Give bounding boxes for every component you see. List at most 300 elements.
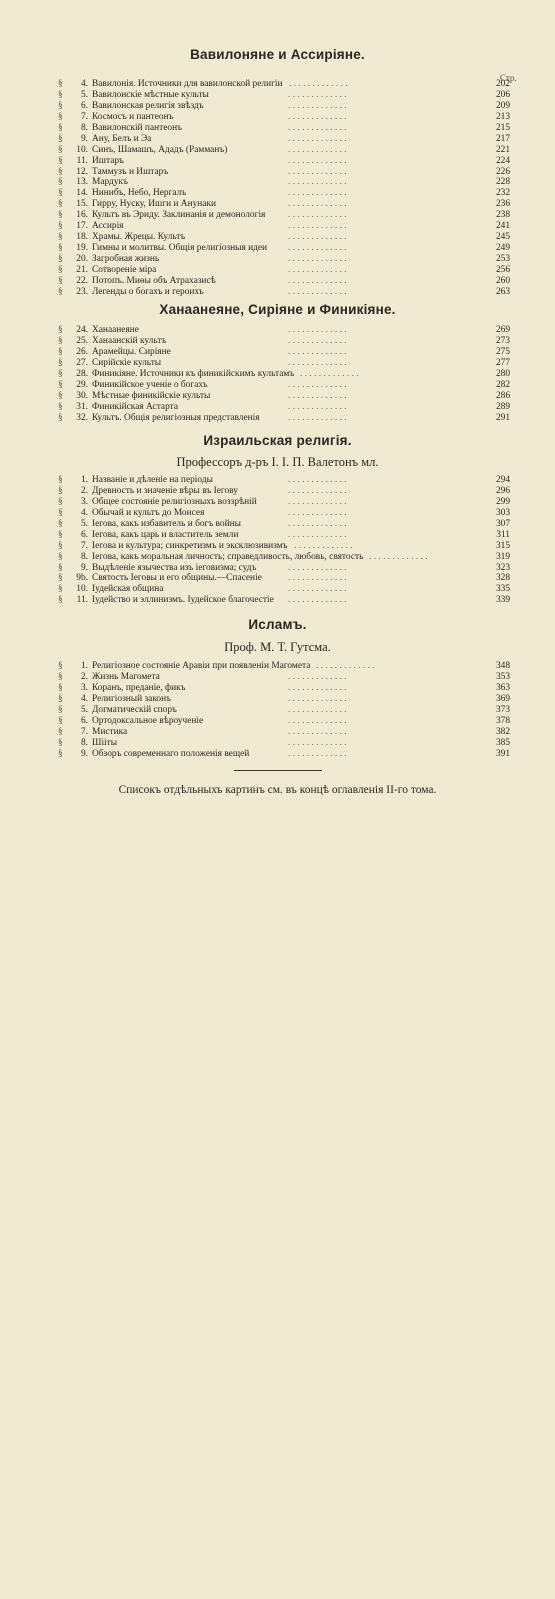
toc-entry-number: 9b.	[76, 573, 88, 584]
leader-dots: . . . . . . . . . . . . .	[288, 325, 347, 335]
toc-entry-page: 256	[495, 264, 510, 275]
toc-entry	[58, 486, 510, 497]
section-sign: §	[58, 221, 63, 232]
toc-entry-page: 315	[495, 540, 510, 551]
leader-dots: . . . . . . . . . . . . .	[288, 357, 347, 368]
toc-entry-title: Догматическій споръ	[92, 704, 177, 715]
section-sign: §	[58, 254, 63, 264]
toc-entry-number: 17.	[76, 221, 88, 232]
section-title: Вавилоняне и Ассиріяне.	[190, 47, 365, 62]
section-sign: §	[58, 177, 63, 188]
toc-entry	[58, 530, 510, 541]
toc-entry	[58, 287, 510, 298]
leader-dots: . . . . . . . . . . . . .	[289, 79, 348, 89]
toc-entry-page: 217	[495, 133, 510, 144]
toc-entry-page: 209	[495, 100, 510, 111]
section-sign: §	[58, 573, 63, 584]
toc-entry	[58, 519, 510, 530]
toc-entry	[58, 552, 510, 563]
toc-entry-title: Древность и значеніе вѣры въ Іегову	[92, 485, 238, 496]
toc-entry	[58, 391, 510, 402]
toc-entry	[58, 79, 510, 90]
toc-entry-title: Финикійская Астарта	[92, 401, 179, 412]
toc-entry-title: Названіе и дѣленіе на періоды	[92, 475, 213, 485]
toc-entry-number: 25.	[76, 335, 88, 346]
section-sign: §	[58, 346, 63, 357]
leader-dots: . . . . . . . . . . . . .	[288, 111, 347, 122]
leader-dots: . . . . . . . . . . . . .	[288, 264, 347, 275]
section-sign: §	[58, 390, 63, 401]
toc-entry-page: 275	[495, 346, 510, 357]
leader-dots: . . . . . . . . . . . . .	[288, 726, 347, 737]
toc-entry-title: Финикійское ученіе о богахъ	[92, 379, 208, 390]
toc-entry	[58, 508, 510, 519]
toc-entry-page: 282	[495, 379, 510, 390]
section-author: Профессоръ д-ръ І. І. П. Валетонъ мл.	[176, 455, 379, 469]
toc-entry	[58, 254, 510, 265]
leader-dots: . . . . . . . . . . . . .	[288, 671, 347, 682]
toc-entry-page: 236	[495, 199, 510, 210]
toc-entry-page: 249	[495, 243, 510, 254]
toc-entry-number: 5.	[80, 704, 88, 715]
toc-entry-title: Жизнь Магомета	[92, 671, 160, 682]
toc-entry	[58, 694, 510, 705]
toc-entry	[58, 541, 510, 552]
toc-entry-number: 28.	[76, 368, 88, 379]
page-column-header: Стр.	[500, 73, 517, 83]
toc-entry	[58, 177, 510, 188]
toc-entry-title: Мѣстные финикійскіе культы	[92, 390, 211, 401]
toc-entry-page: 263	[495, 286, 510, 297]
toc-entry	[58, 199, 510, 210]
toc-entry-number: 11.	[76, 595, 88, 606]
toc-entry-title: Синъ, Шамашъ, Ададъ (Рамманъ)	[92, 144, 228, 155]
toc-entry-page: 277	[495, 357, 510, 368]
toc-entry-number: 4.	[80, 79, 88, 89]
leader-dots: . . . . . . . . . . . . .	[288, 737, 347, 748]
toc-entry-number: 9.	[80, 133, 88, 144]
toc-entry	[58, 380, 510, 391]
toc-entry-page: 382	[495, 726, 510, 737]
toc-entry	[58, 243, 510, 254]
toc-entry-title: Вавилонія. Источники для вавилонской религіи	[92, 79, 283, 89]
section-sign: §	[58, 210, 63, 221]
leader-dots: . . . . . . . . . . . . .	[288, 507, 347, 518]
toc-entry-page: 363	[495, 682, 510, 693]
toc-entry	[58, 336, 510, 347]
toc-entry-page: 294	[495, 475, 510, 485]
toc-entry-title: Выдѣленіе язычества изъ іеговизма; судъ	[92, 562, 257, 573]
section-sign: §	[58, 584, 63, 595]
toc-entry-page: 206	[495, 89, 510, 100]
toc-entry-number: 7.	[80, 540, 88, 551]
toc-entry-page: 221	[495, 144, 510, 155]
toc-entry-number: 20.	[76, 254, 88, 264]
toc-entry-title: Обычай и культъ до Моисея	[92, 507, 205, 518]
leader-dots: . . . . . . . . . . . . .	[288, 221, 347, 232]
toc-entry-page: 291	[495, 412, 510, 423]
toc-entry	[58, 112, 510, 123]
toc-entry	[58, 265, 510, 276]
toc-entry	[58, 90, 510, 101]
toc-entry-page: 323	[495, 562, 510, 573]
toc-entry	[58, 156, 510, 167]
leader-dots: . . . . . . . . . . . . .	[288, 496, 347, 507]
toc-entry-number: 26.	[76, 346, 88, 357]
toc-entry-number: 7.	[80, 111, 88, 122]
toc-entry	[58, 683, 510, 694]
toc-entry-number: 9.	[80, 748, 88, 759]
leader-dots: . . . . . . . . . . . . .	[288, 715, 347, 726]
toc-entry	[58, 573, 510, 584]
toc-entry-number: 6.	[80, 100, 88, 111]
toc-entry-title: Таммузъ и Иштаръ	[92, 166, 169, 177]
section-sign: §	[58, 551, 63, 562]
section-sign: §	[58, 485, 63, 496]
toc-entry-page: 241	[495, 221, 510, 232]
toc-entry-number: 13.	[76, 177, 88, 188]
leader-dots: . . . . . . . . . . . . .	[316, 661, 375, 671]
toc-entry-title: Ханаанскій культъ	[92, 335, 167, 346]
leader-dots: . . . . . . . . . . . . .	[288, 122, 347, 133]
toc-entry-page: 369	[495, 693, 510, 704]
section-title: Ханаанеяне, Сиріяне и Финикіяне.	[159, 302, 396, 317]
section-title: Исламъ.	[248, 617, 307, 632]
leader-dots: . . . . . . . . . . . . .	[288, 379, 347, 390]
toc-entry	[58, 661, 510, 672]
toc-entry	[58, 369, 510, 380]
leader-dots: . . . . . . . . . . . . .	[288, 254, 347, 264]
toc-entry-page: 378	[495, 715, 510, 726]
toc-entry-title: Іегова, какъ моральная личность; справедливость, любовь, святость	[92, 551, 364, 562]
toc-entry-title: Іудейская община	[92, 584, 164, 595]
toc-entry	[58, 134, 510, 145]
toc-entry-number: 16.	[76, 210, 88, 221]
toc-entry	[58, 232, 510, 243]
toc-entry-title: Іегова и культура; синкретизмъ и эксклюзивизмъ	[92, 540, 288, 551]
section-sign: §	[58, 661, 63, 671]
leader-dots: . . . . . . . . . . . . .	[288, 595, 347, 606]
toc-entry-title: Обзоръ современнаго положенія вещей	[92, 748, 250, 759]
toc-entry-title: Гимны и молитвы. Общія религіозныя идеи	[92, 243, 268, 254]
leader-dots: . . . . . . . . . . . . .	[288, 100, 347, 111]
toc-entry-title: Общее состояніе религіозныхъ воззрѣній	[92, 496, 257, 507]
section-sign: §	[58, 379, 63, 390]
toc-entry-page: 238	[495, 210, 510, 221]
toc-entry-title: Мардукъ	[92, 177, 128, 188]
toc-entry-title: Иштаръ	[92, 155, 124, 166]
toc-entry-title: Святость Іеговы и его общины.—Спасеніе	[92, 573, 262, 584]
toc-entry	[58, 595, 510, 606]
footer-note: Списокъ отдѣльныхъ картинъ см. въ концѣ оглавленія II-го тома.	[118, 784, 437, 796]
toc-entry-title: Храмы. Жрецы. Культъ	[92, 232, 186, 243]
toc-entry-page: 373	[495, 704, 510, 715]
toc-entry-page: 303	[495, 507, 510, 518]
toc-entry-number: 24.	[76, 325, 88, 335]
toc-entry-number: 10.	[76, 144, 88, 155]
leader-dots: . . . . . . . . . . . . .	[288, 401, 347, 412]
section-sign: §	[58, 726, 63, 737]
leader-dots: . . . . . . . . . . . . .	[369, 551, 428, 562]
toc-entry-title: Культъ въ Эриду. Заклинанія и демонологія	[92, 210, 266, 221]
section-sign: §	[58, 412, 63, 423]
leader-dots: . . . . . . . . . . . . .	[300, 368, 359, 379]
toc-entry-number: 30.	[76, 390, 88, 401]
toc-entry-number: 4.	[80, 507, 88, 518]
toc-entry	[58, 325, 510, 336]
divider-rule	[234, 770, 322, 771]
toc-entry-page: 269	[495, 325, 510, 335]
toc-entry-page: 335	[495, 584, 510, 595]
toc-entry-number: 1.	[80, 661, 88, 671]
toc-list	[58, 325, 510, 423]
toc-entry-page: 385	[495, 737, 510, 748]
toc-entry	[58, 210, 510, 221]
toc-entry-number: 8.	[80, 737, 88, 748]
toc-entry-number: 4.	[80, 693, 88, 704]
leader-dots: . . . . . . . . . . . . .	[288, 704, 347, 715]
toc-entry-title: Религіозный законъ	[92, 693, 171, 704]
section-sign: §	[58, 166, 63, 177]
toc-list	[58, 475, 510, 606]
leader-dots: . . . . . . . . . . . . .	[288, 412, 347, 423]
section-sign: §	[58, 368, 63, 379]
section-sign: §	[58, 475, 63, 485]
toc-entry-title: Вавилонскіе мѣстные культы	[92, 89, 209, 100]
section-sign: §	[58, 79, 63, 89]
toc-entry-page: 280	[495, 368, 510, 379]
toc-entry-page: 224	[495, 155, 510, 166]
toc-entry	[58, 145, 510, 156]
leader-dots: . . . . . . . . . . . . .	[288, 475, 347, 485]
toc-entry	[58, 749, 510, 760]
toc-entry-title: Нинибъ, Небо, Нергалъ	[92, 188, 187, 199]
toc-entry-page: 289	[495, 401, 510, 412]
toc-list	[58, 661, 510, 759]
toc-entry-title: Вавилонскій пантеонъ	[92, 122, 182, 133]
toc-entry-number: 7.	[80, 726, 88, 737]
toc-entry	[58, 123, 510, 134]
toc-entry-title: Загробная жизнь	[92, 254, 160, 264]
toc-entry	[58, 705, 510, 716]
toc-entry-page: 353	[495, 671, 510, 682]
section-sign: §	[58, 401, 63, 412]
section-sign: §	[58, 737, 63, 748]
toc-entry-number: 3.	[80, 682, 88, 693]
toc-entry-page: 245	[495, 232, 510, 243]
leader-dots: . . . . . . . . . . . . .	[288, 390, 347, 401]
toc-entry-number: 8.	[80, 122, 88, 133]
toc-entry	[58, 347, 510, 358]
toc-entry-title: Ханаанеяне	[92, 325, 139, 335]
toc-entry-title: Ассирія	[92, 221, 124, 232]
leader-dots: . . . . . . . . . . . . .	[288, 335, 347, 346]
toc-entry-number: 21.	[76, 264, 88, 275]
leader-dots: . . . . . . . . . . . . .	[288, 562, 347, 573]
toc-entry-number: 2.	[80, 485, 88, 496]
toc-entry-number: 5.	[80, 518, 88, 529]
leader-dots: . . . . . . . . . . . . .	[288, 155, 347, 166]
toc-entry	[58, 413, 510, 424]
toc-entry-title: Космосъ и пантеонъ	[92, 111, 174, 122]
toc-entry	[58, 716, 510, 727]
toc-entry	[58, 475, 510, 486]
toc-entry	[58, 276, 510, 287]
leader-dots: . . . . . . . . . . . . .	[288, 133, 347, 144]
toc-entry-title: Гирру, Нуску, Ишги и Анунаки	[92, 199, 217, 210]
toc-entry-number: 23.	[76, 286, 88, 297]
toc-entry-number: 5.	[80, 89, 88, 100]
leader-dots: . . . . . . . . . . . . .	[288, 346, 347, 357]
leader-dots: . . . . . . . . . . . . .	[288, 584, 347, 595]
section-sign: §	[58, 133, 63, 144]
section-sign: §	[58, 275, 63, 286]
toc-entry-page: 348	[495, 661, 510, 671]
toc-entry-number: 10.	[76, 584, 88, 595]
toc-entry-page: 286	[495, 390, 510, 401]
toc-entry-page: 328	[495, 573, 510, 584]
toc-entry-page: 253	[495, 254, 510, 264]
toc-entry-title: Шііты	[92, 737, 118, 748]
toc-entry	[58, 738, 510, 749]
section-sign: §	[58, 122, 63, 133]
toc-entry-page: 215	[495, 122, 510, 133]
section-sign: §	[58, 243, 63, 254]
toc-entry-title: Ортодоксальное вѣроученіе	[92, 715, 204, 726]
section-sign: §	[58, 540, 63, 551]
leader-dots: . . . . . . . . . . . . .	[288, 693, 347, 704]
section-sign: §	[58, 693, 63, 704]
toc-entry-page: 260	[495, 275, 510, 286]
leader-dots: . . . . . . . . . . . . .	[288, 286, 347, 297]
section-sign: §	[58, 286, 63, 297]
toc-entry-number: 18.	[76, 232, 88, 243]
section-sign: §	[58, 325, 63, 335]
leader-dots: . . . . . . . . . . . . .	[288, 232, 347, 243]
leader-dots: . . . . . . . . . . . . .	[288, 529, 347, 540]
toc-entry-number: 11.	[76, 155, 88, 166]
toc-entry-number: 3.	[80, 496, 88, 507]
section-sign: §	[58, 357, 63, 368]
toc-entry-page: 311	[496, 529, 510, 540]
toc-entry-title: Легенды о богахъ и героихъ	[92, 286, 204, 297]
toc-entry-number: 8.	[80, 551, 88, 562]
section-sign: §	[58, 335, 63, 346]
toc-entry	[58, 101, 510, 112]
toc-entry-number: 2.	[80, 671, 88, 682]
toc-entry-number: 29.	[76, 379, 88, 390]
leader-dots: . . . . . . . . . . . . .	[288, 144, 347, 155]
section-sign: §	[58, 748, 63, 759]
toc-entry-page: 307	[495, 518, 510, 529]
leader-dots: . . . . . . . . . . . . .	[288, 89, 347, 100]
leader-dots: . . . . . . . . . . . . .	[288, 275, 347, 286]
toc-entry	[58, 358, 510, 369]
toc-entry-page: 202	[495, 79, 510, 89]
toc-entry	[58, 584, 510, 595]
section-sign: §	[58, 682, 63, 693]
toc-entry-number: 31.	[76, 401, 88, 412]
toc-entry	[58, 563, 510, 574]
leader-dots: . . . . . . . . . . . . .	[288, 166, 347, 177]
toc-entry-number: 6.	[80, 529, 88, 540]
section-sign: §	[58, 518, 63, 529]
section-sign: §	[58, 529, 63, 540]
toc-entry-page: 232	[495, 188, 510, 199]
leader-dots: . . . . . . . . . . . . .	[288, 199, 347, 210]
toc-entry-page: 296	[495, 485, 510, 496]
leader-dots: . . . . . . . . . . . . .	[288, 748, 347, 759]
toc-entry-page: 228	[495, 177, 510, 188]
toc-entry-title: Финикіяне. Источники къ финикійскимъ культамъ	[92, 368, 295, 379]
leader-dots: . . . . . . . . . . . . .	[288, 177, 347, 188]
toc-entry-title: Культъ. Общія религіозныя представленія	[92, 412, 260, 423]
toc-entry-page: 391	[495, 748, 510, 759]
toc-entry-title: Сирійскіе культы	[92, 357, 162, 368]
leader-dots: . . . . . . . . . . . . .	[288, 518, 347, 529]
toc-entry-title: Ану, Белъ и Эа	[92, 133, 152, 144]
toc-entry-number: 9.	[80, 562, 88, 573]
section-sign: §	[58, 111, 63, 122]
leader-dots: . . . . . . . . . . . . .	[288, 188, 347, 199]
toc-entry-number: 19.	[76, 243, 88, 254]
section-sign: §	[58, 188, 63, 199]
toc-entry-number: 27.	[76, 357, 88, 368]
toc-entry-page: 213	[495, 111, 510, 122]
section-sign: §	[58, 496, 63, 507]
section-sign: §	[58, 704, 63, 715]
toc-entry	[58, 167, 510, 178]
toc-entry-title: Іегова, какъ царь и властитель земли	[92, 529, 239, 540]
toc-list	[58, 79, 510, 298]
section-title: Израильская религія.	[203, 433, 352, 448]
section-sign: §	[58, 595, 63, 606]
section-sign: §	[58, 507, 63, 518]
section-sign: §	[58, 232, 63, 243]
toc-entry-number: 6.	[80, 715, 88, 726]
toc-entry-title: Іудейство и эллинизмъ. Іудейское благочестіе	[92, 595, 274, 606]
toc-entry-page: 299	[495, 496, 510, 507]
toc-entry	[58, 727, 510, 738]
toc-entry	[58, 402, 510, 413]
toc-entry	[58, 497, 510, 508]
section-author: Проф. М. Т. Гутсма.	[224, 640, 331, 654]
toc-entry-number: 14.	[76, 188, 88, 199]
toc-entry-page: 273	[495, 335, 510, 346]
leader-dots: . . . . . . . . . . . . .	[288, 210, 347, 221]
leader-dots: . . . . . . . . . . . . .	[288, 573, 347, 584]
toc-entry-title: Сотвореніе міра	[92, 264, 157, 275]
toc-entry-number: 22.	[76, 275, 88, 286]
section-sign: §	[58, 264, 63, 275]
leader-dots: . . . . . . . . . . . . .	[294, 540, 353, 551]
toc-entry-title: Арамейцы. Сиріяне	[92, 346, 171, 357]
leader-dots: . . . . . . . . . . . . .	[288, 682, 347, 693]
toc-entry-page: 319	[495, 551, 510, 562]
section-sign: §	[58, 199, 63, 210]
section-sign: §	[58, 715, 63, 726]
toc-entry-title: Іегова, какъ избавитель и богъ войны	[92, 518, 241, 529]
toc-entry-number: 12.	[76, 166, 88, 177]
toc-entry-number: 1.	[80, 475, 88, 485]
section-sign: §	[58, 100, 63, 111]
toc-entry-page: 339	[495, 595, 510, 606]
toc-entry-title: Вавилонская религія звѣздъ	[92, 100, 204, 111]
toc-entry-number: 15.	[76, 199, 88, 210]
toc-entry	[58, 188, 510, 199]
toc-entry-page: 226	[495, 166, 510, 177]
toc-entry-title: Потопъ. Миѳы объ Атрахазисѣ	[92, 275, 216, 286]
